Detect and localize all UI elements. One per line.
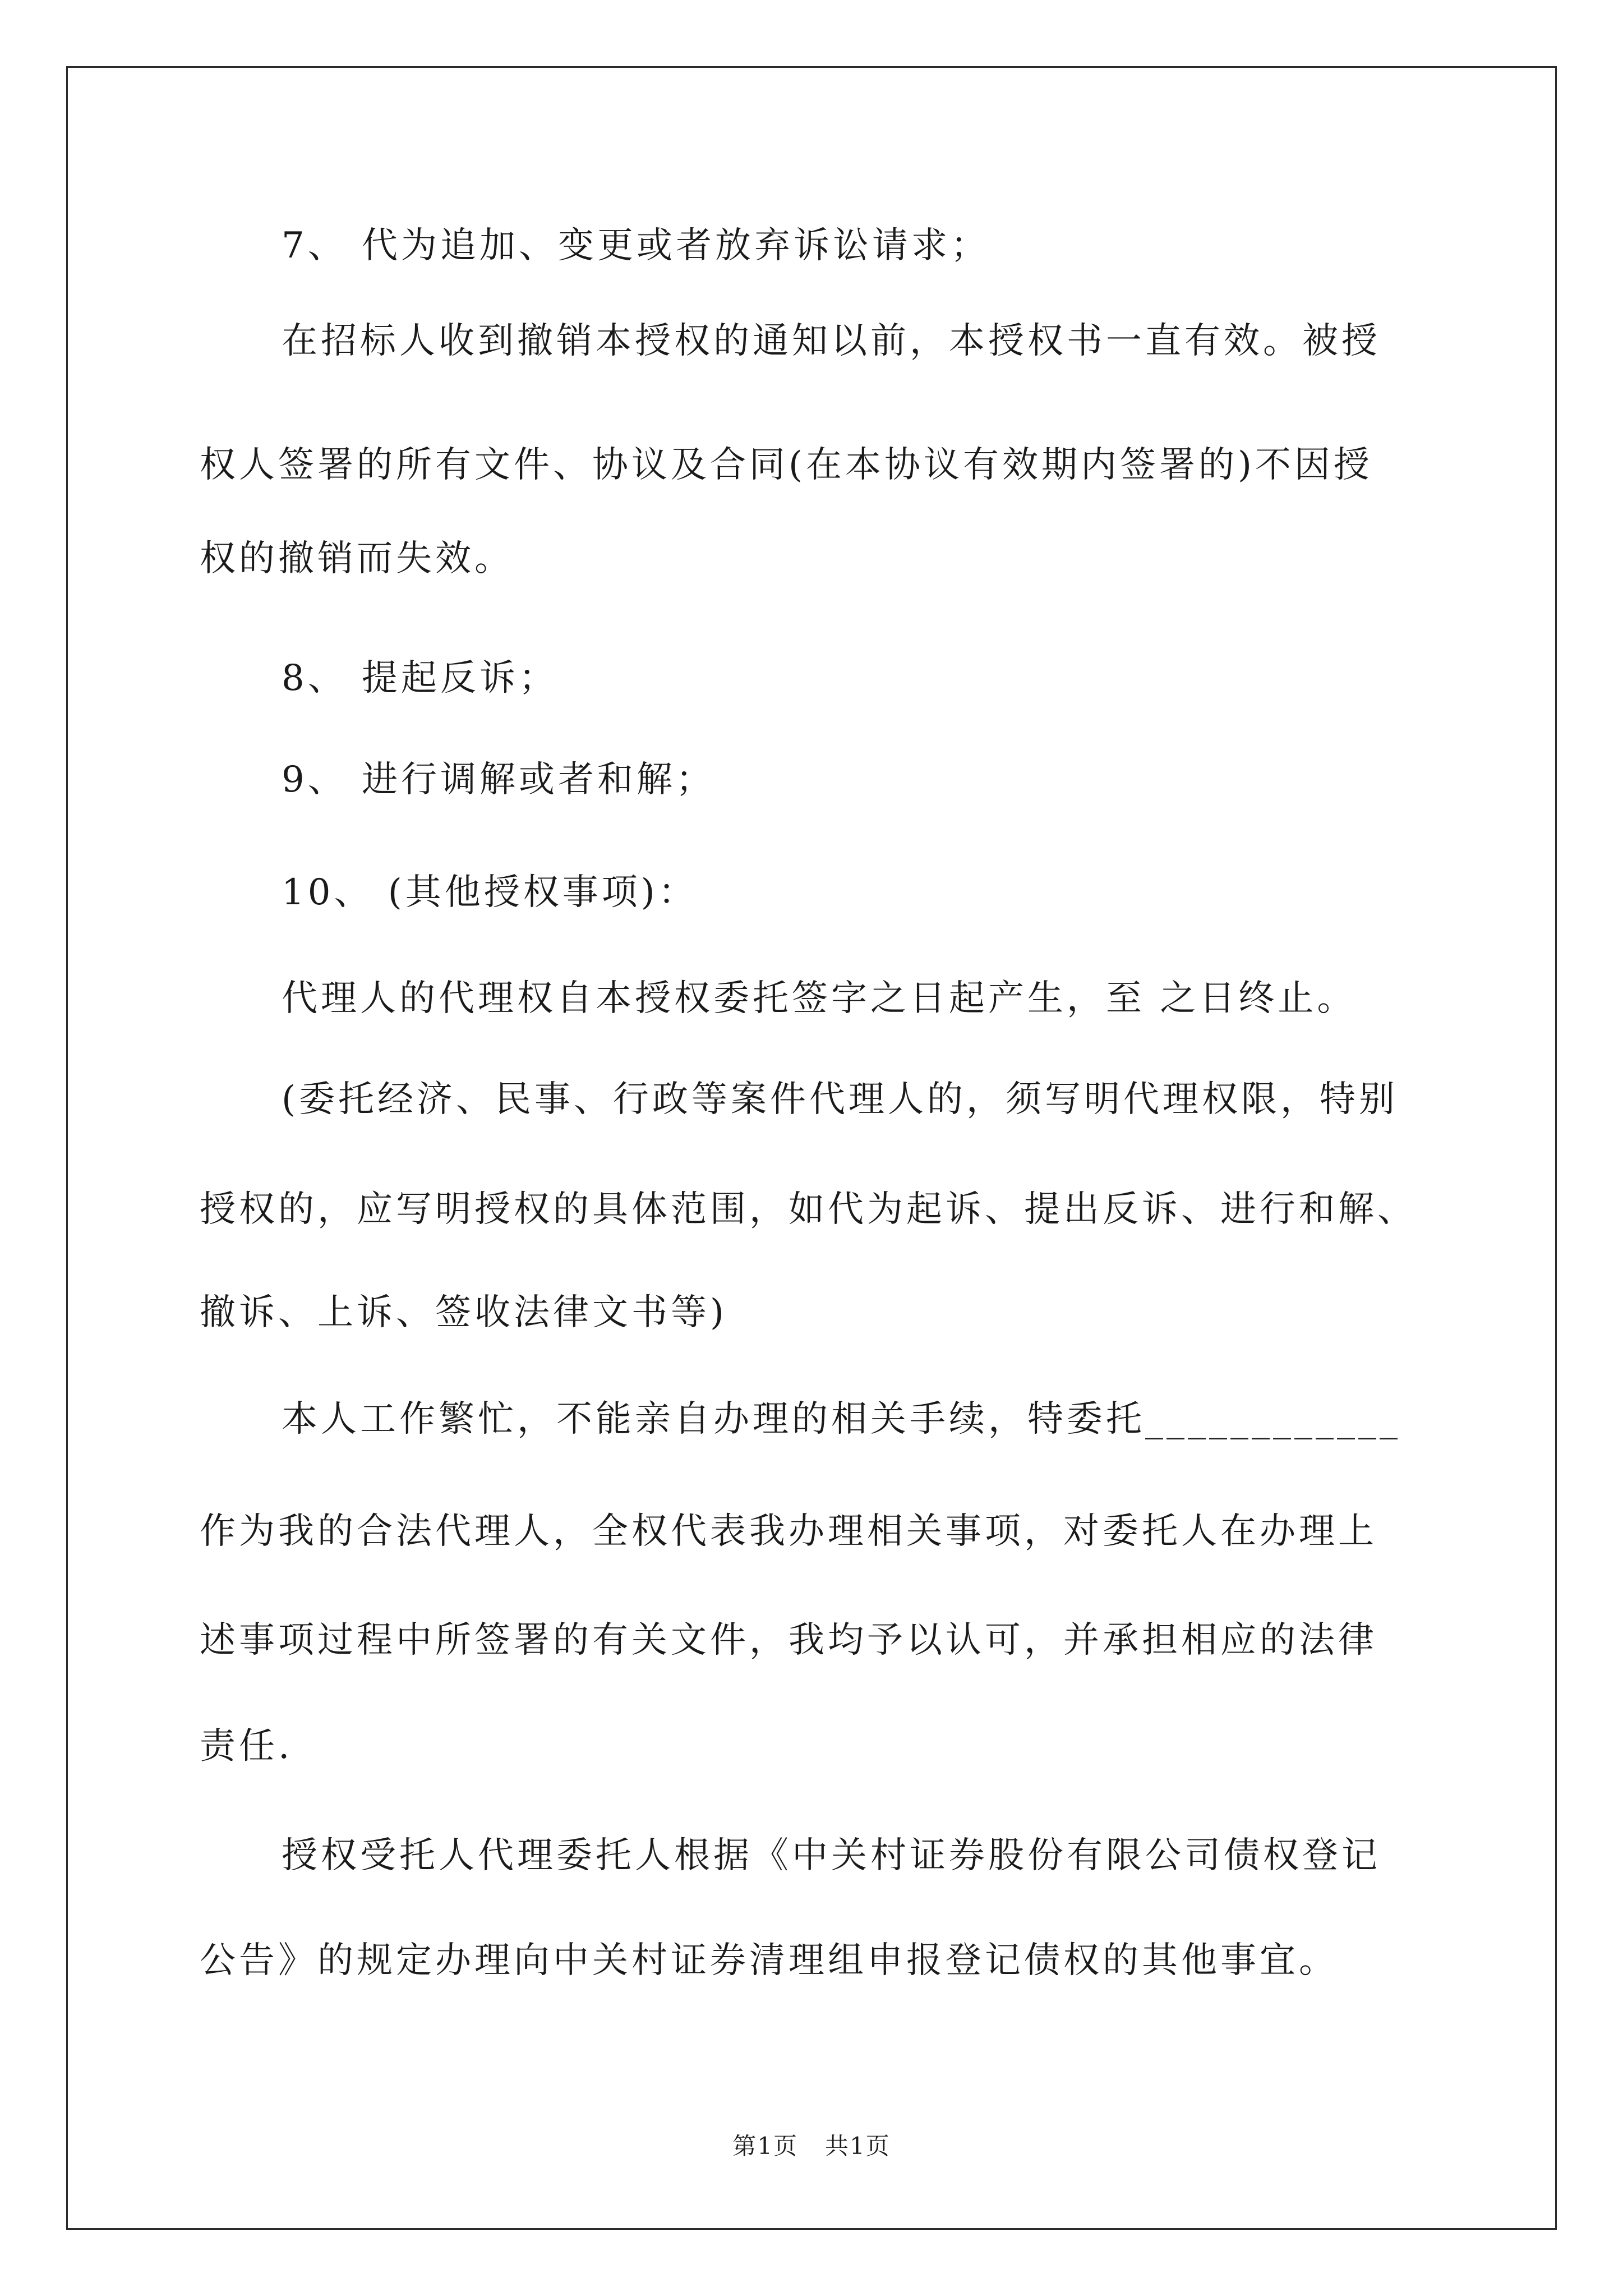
paragraph-line: 撤诉、上诉、签收法律文书等) [200, 1292, 727, 1333]
paragraph-line: 述事项过程中所签署的有关文件，我均予以认可，并承担相应的法律 [200, 1619, 1377, 1661]
paragraph-line: 公告》的规定办理向中关村证券清理组申报登记债权的其他事宜。 [200, 1940, 1338, 1981]
page-total: 共1页 [825, 2132, 891, 2160]
paragraph-line: 作为我的合法代理人，全权代表我办理相关事项，对委托人在办理上 [200, 1511, 1377, 1552]
paragraph-line: 授权受托人代理委托人根据《中关村证券股份有限公司债权登记 [282, 1835, 1381, 1876]
paragraph-line: 权人签署的所有文件、协议及合同(在本协议有效期内签署的)不因授 [200, 444, 1373, 486]
paragraph-line: 责任. [200, 1726, 293, 1767]
paragraph-line: 本人工作繁忙，不能亲自办理的相关手续，特委托____________ [282, 1398, 1401, 1440]
paragraph-line: (委托经济、民事、行政等案件代理人的，须写明代理权限，特别 [282, 1079, 1398, 1120]
paragraph-line: 权的撤销而失效。 [200, 538, 514, 579]
list-item-10: 10、 (其他授权事项)： [282, 872, 698, 913]
list-item-7: 7、 代为追加、变更或者放弃诉讼请求； [282, 225, 990, 266]
paragraph-line: 在招标人收到撤销本授权的通知以前，本授权书一直有效。被授 [282, 320, 1381, 362]
list-item-9: 9、 进行调解或者和解； [282, 759, 716, 800]
page-number: 第1页 [732, 2132, 798, 2160]
page-frame [66, 66, 1557, 2230]
paragraph-line: 授权的，应写明授权的具体范围，如代为起诉、提出反诉、进行和解、 [200, 1189, 1417, 1230]
page-footer [0, 2131, 1623, 2162]
list-item-8: 8、 提起反诉； [282, 657, 559, 699]
paragraph-line: 代理人的代理权自本授权委托签字之日起产生，至 之日终止。 [282, 978, 1357, 1019]
